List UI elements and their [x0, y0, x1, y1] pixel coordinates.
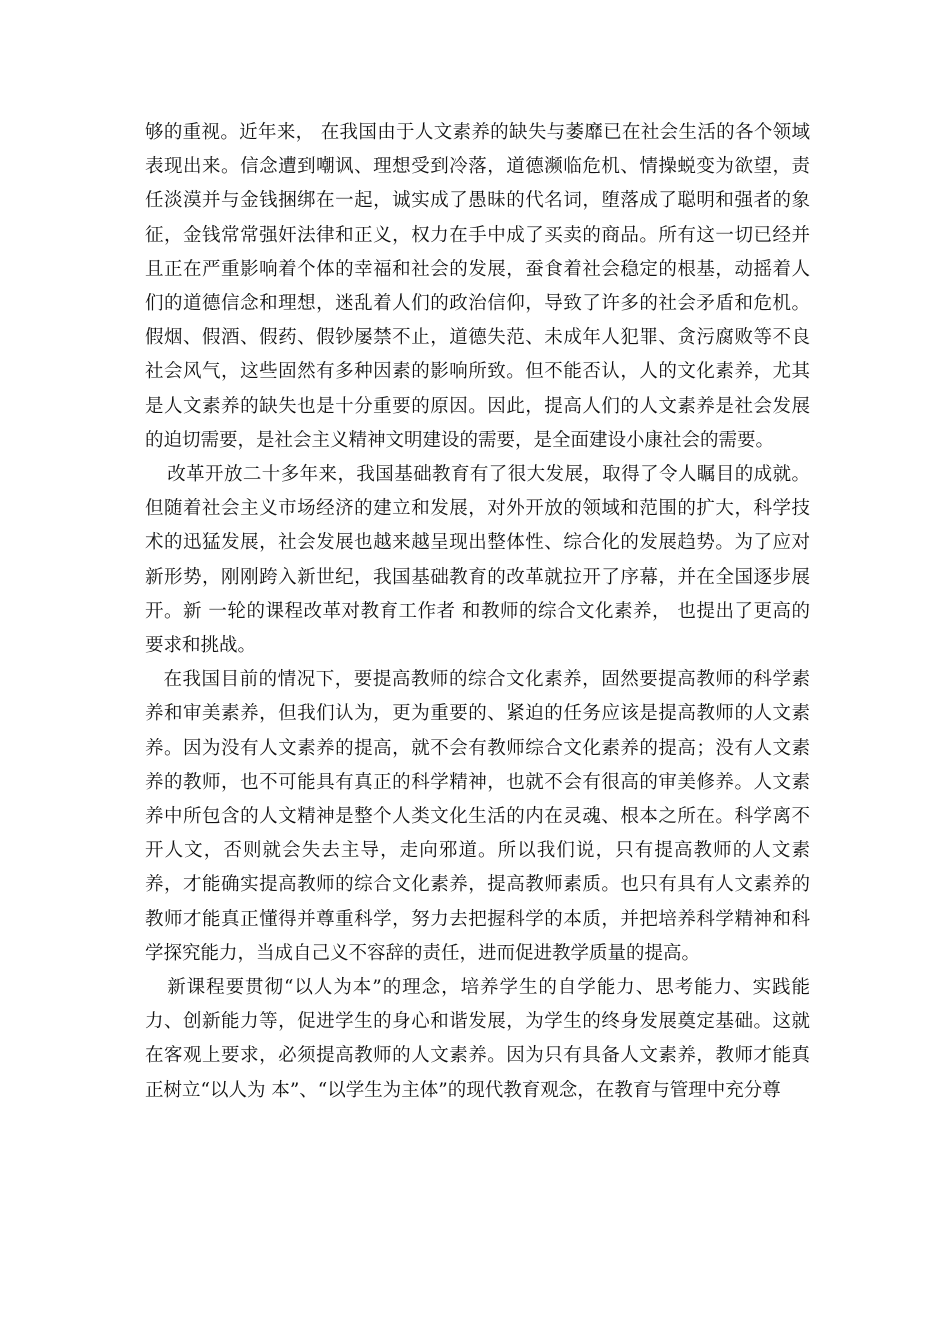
body-text — [145, 116, 810, 1108]
paragraph-4: 新课程要贯彻“以人为本”的理念，培养学生的自学能力、思考能力、实践能力、创新能力等，促进学生的身心和谐发展，为学生的终身发展奠定基础。这就在客观上要求，必须提高教师的人文素养。因为只有具备人文素养，教师才能真正树立“以人为 本”、“以学生为主体”的现代教育观念，在教育与管理中充分尊 — [145, 977, 810, 1101]
paragraph-2: 改革开放二十多年来，我国基础教育有了很大发展，取得了令人瞩目的成就。但随着社会主义市场经济的建立和发展，对外开放的领域和范围的扩大，科学技术的迅猛发展，社会发展也越来越呈现出整体性、综合化的发展趋势。为了应对新形势，刚刚跨入新世纪，我国基础教育的改革就拉开了序幕，并在全国逐步展开。新 一轮的课程改革对教育工作者 和教师的综合文化素养， 也提出了更高的要求和挑战。 — [145, 464, 810, 657]
paragraph-1: 够的重视。近年来， 在我国由于人文素养的缺失与萎靡已在社会生活的各个领域表现出来。信念遭到嘲讽、理想受到冷落，道德濒临危机、情操蜕变为欲望，责任淡漠并与金钱捆绑在一起，诚实成了愚昧的代名词，堕落成了聪明和强者的象征，金钱常常强奸法律和正义，权力在手中成了买卖的商品。所有这一切已经并且正在严重影响着个体的幸福和社会的发展，蚕食着社会稳定的根基，动摇着人们的道德信念和理想，迷乱着人们的政治信仰，导致了许多的社会矛盾和危机。假烟、假酒、假药、假钞屡禁不止，道德失范、未成年人犯罪、贪污腐败等不良社会风气，这些固然有多种因素的影响所致。但不能否认，人的文化素养，尤其是人文素养的缺失也是十分重要的原因。因此，提高人们的人文素养是社会发展的迫切需要，是社会主义精神文明建设的需要，是全面建设小康社会的需要。 — [145, 122, 810, 451]
paragraph-3: 在我国目前的情况下，要提高教师的综合文化素养，固然要提高教师的科学素养和审美素养，但我们认为，更为重要的、紧迫的任务应该是提高教师的人文素养。因为没有人文素养的提高，就不会有教师综合文化素养的提高；没有人文素养的教师，也不可能具有真正的科学精神，也就不会有很高的审美修养。人文素养中所包含的人文精神是整个人类文化生活的内在灵魂、根本之所在。科学离不开人文，否则就会失去主导，走向邪道。所以我们说，只有提高教师的人文素养，才能确实提高教师的综合文化素养，提高教师素质。也只有具有人文素养的教师才能真正懂得并尊重科学，努力去把握科学的本质，并把培养科学精神和科学探究能力，当成自己义不容辞的责任，进而促进教学质量的提高。 — [145, 669, 810, 964]
